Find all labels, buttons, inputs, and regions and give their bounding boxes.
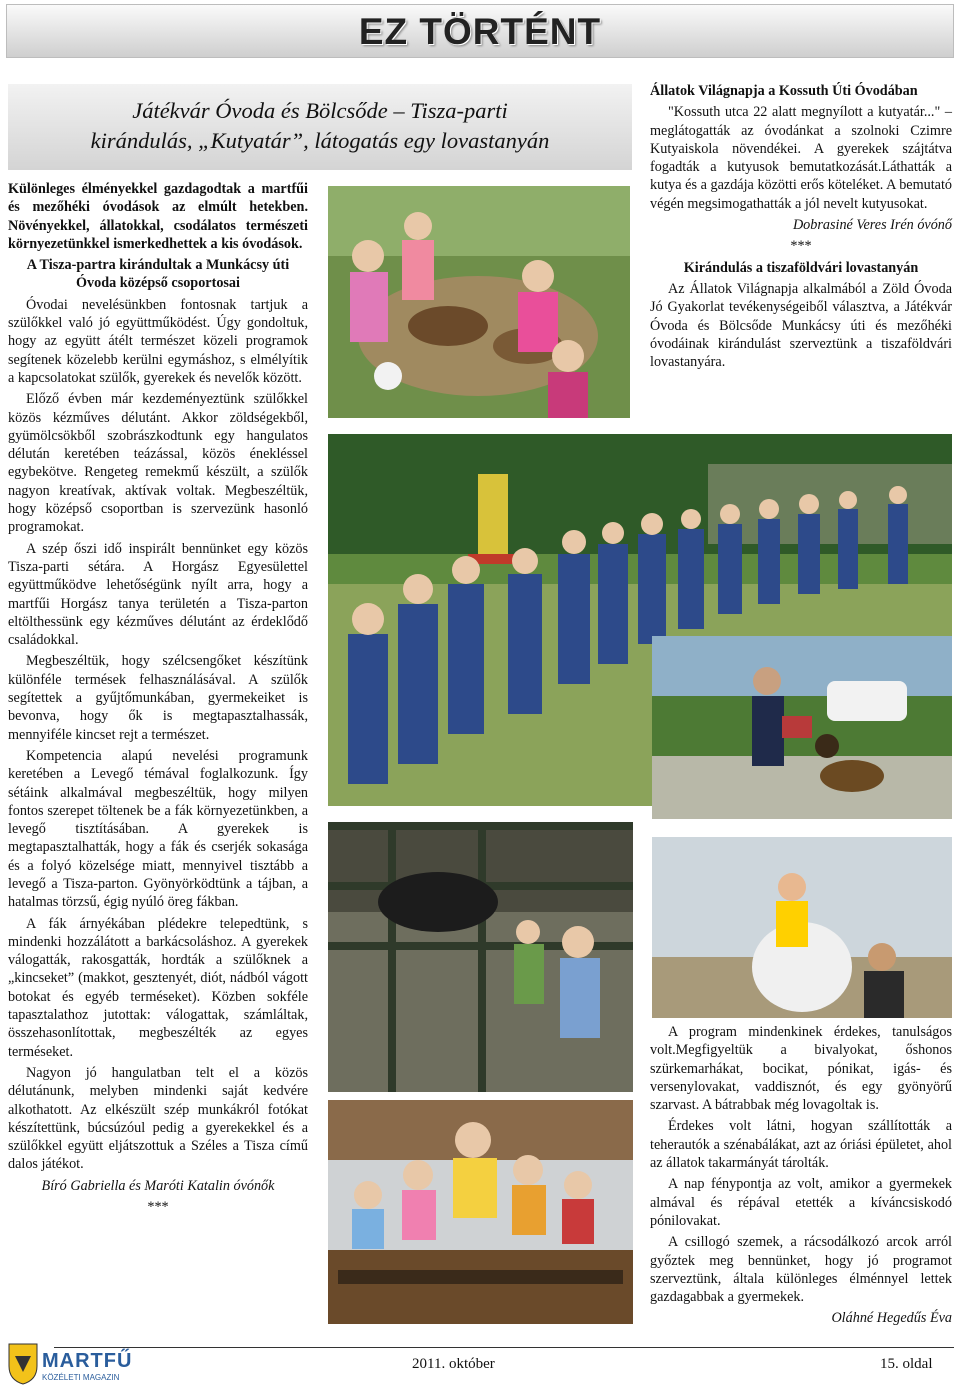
photo-dog-illustration (652, 636, 952, 819)
photo-horse-ride (652, 837, 952, 1018)
issue-date: 2011. október (412, 1356, 495, 1372)
right-signature-1: Dobrasiné Veres Irén óvónő (792, 217, 952, 234)
article-headline (8, 96, 632, 156)
right-title-2: Kirándulás a tiszaföldvári lovastanyán (683, 259, 919, 276)
right-bottom-column (650, 1023, 952, 1331)
left-paragraph-7: Nagyon jó hangulatban telt el a közös délutánunk, melyben mindenki saját kedvére alkothatott. Az elkészült szép munkákról fotókat készítettünk, búcsúzóul pedig a gyerekekkel és a szülőkkel együtt eljátszottuk a Széles a Tisza című dalos játékot. (8, 1064, 308, 1173)
section-title: EZ TÖRTÉNT (358, 11, 602, 52)
right-separator: *** (790, 238, 812, 255)
headline-box (8, 84, 632, 170)
photo-cart-illustration (328, 1100, 633, 1324)
left-paragraph-1: Óvodai nevelésünkben fontosnak tartjuk a szülőkkel való jó együttműködést. Úgy gondoltuk, hogy az együtt átélt természet közeli programok segítenek közelebb kerülni egymáshoz, s elmélyítik a kapcsolatokat szülők, gyerekek és nevelők között. (8, 296, 308, 386)
right-title-1: Állatok Világnapja a Kossuth Úti Óvodában (650, 83, 918, 99)
right-signature-2: Oláhné Hegedűs Éva (831, 1310, 952, 1327)
right-paragraph-6: A csillogó szemek, a rácsodálkozó arcok arról győztek meg bennünket, hogy jó programot szerveztünk, általa különleges élménnyel lettek gazdagabbak a gyermekek. (650, 1234, 952, 1306)
right-paragraph-3: A program mindenkinek érdekes, tanulságos volt.Megfigyeltük a bivalyokat, őshonos szürkemarhákat, bocikat, pónikat, igás- és versenylovakat, vaddisznót, és egy gyönyörű szarvast. A bátrabbak még lovagoltak is. (650, 1024, 952, 1114)
left-separator: *** (147, 1199, 169, 1216)
photo-dog-training (652, 636, 952, 819)
left-paragraph-4: Megbeszéltük, hogy szélcsengőket készítünk különféle termések felhasználásával. A szülők segítettek a gyűjtőmunkában, gyermekeiket is bevonva, hogy ők is megtapasztalhassák, mennyiféle kincset rejt a természet. (8, 653, 308, 743)
right-paragraph-2: Az Állatok Világnapja alkalmából a Zöld Óvoda Jó Gyakorlat tevékenységeiből választva, a Játékvár Óvoda és Bölcsőde Munkácsy úti és mezőhéki óvodáinak kirándulást szerveztünk a tiszaföldvári lovastanyára. (650, 280, 952, 371)
photo-cart-ride (328, 1100, 633, 1324)
left-column (8, 180, 308, 1219)
right-paragraph-1: "Kossuth utca 22 alatt megnyílott a kutyatár..." – meglátogatták az óvodánkat a szolnoki Czimre Kutyaiskola növendékei. A gyerekek szájtátva fogadták a kutyusok bemutatkozását.Láthatták a kutya és a gazdája közötti erős köteléket. A bemutató végén megsimogathatták a jól nevelt kutyusokat. (650, 104, 952, 212)
photo-cattle-fence (328, 822, 633, 1092)
right-paragraph-4: Érdekes volt látni, hogyan szállították a teherautók a szénabálákat, azt az óriási épületet, ahol az állatok takarmányát tárolták. (650, 1118, 952, 1172)
right-top-column (650, 82, 952, 374)
intro-paragraph: Különleges élményekkel gazdagodtak a martfűi és mezőhéki óvodások az elmúlt hetekben. Növényekkel, állatokkal, csodálatos természeti környezetünkkel ismerkedhettek a kis óvodások. (8, 181, 308, 252)
photo-children-crafting (328, 186, 630, 418)
headline-line1: Játékvár Óvoda és Bölcsőde – Tisza-parti (132, 98, 508, 123)
left-subhead: A Tisza-partra kirándultak a Munkácsy úti Óvoda középső csoportosai (26, 257, 290, 292)
photo-crafting-illustration (328, 186, 630, 418)
left-paragraph-3: A szép őszi idő inspirált bennünket egy közös Tisza-parti sétára. A Horgász Egyesülettel együttműködve lehetőségünk nyílt arra, hogy a martfűi Horgász tanya területén a Tisza-parton eltölthessünk egy kézműves délutánt az érdeklődő családokkal. (8, 540, 308, 649)
right-paragraph-5: A nap fénypontja az volt, amikor a gyermekek almával és répával etették a kíváncsiskodó pónilovakat. (650, 1176, 952, 1229)
headline-line2: kirándulás, „Kutyatár”, látogatás egy lovastanyán (90, 128, 550, 153)
photo-horse-illustration (652, 837, 952, 1018)
page-number: 15. oldal (880, 1356, 933, 1372)
magazine-logo-subtitle: KÖZÉLETI MAGAZIN (42, 1373, 120, 1382)
section-banner (6, 4, 954, 58)
left-paragraph-5: Kompetencia alapú nevelési programunk keretében a Levegő témával foglalkozunk. Így sétáink alkalmával megbeszéltük, hogy milyen fontos szerepet töltenek be a fák környezetünkben, a levegő tisztításában. A gyerekek is megtapasztalhatták, hogy a fák és cserjék sokasága és a folyó közelsége miatt, mennyivel tisztább a levegő a Tisza-parton. Gyönyörködtünk a tájban, a hatalmas törzsű, égig nyúló öreg fákban. (8, 747, 308, 911)
magazine-logo-text: MARTFŰ (42, 1350, 133, 1372)
left-paragraph-6: A fák árnyékában plédekre telepedtünk, s mindenki hozzálátott a barkácsoláshoz. A gyerekek válogatták, rakosgatták, hordták a szülőknek a „kincseket” (makkot, gesztenyét, diót, nádból vágott botokat és egyéb terméseket). Közben sokféle tapasztalathoz jutottak: válogattak, számláltak, összehasonlítottak, megbeszélték az egyes terméseket. (8, 915, 308, 1060)
left-paragraph-2: Előző évben már kezdeményeztünk szülőkkel közös kézműves délutánt. Akkor zöldségekből, gyümölcsökből szobrászkodtunk egy hangulatos délután keretében teázással, közös énekléssel egybekötve. Rengeteg remekmű készült, a szülők nagyon kreatívak, aktívak voltak. Megbeszéltük, hogy középső csoportban is szervezünk hasonló programokat. (8, 391, 308, 536)
footer-rule (54, 1347, 954, 1348)
photo-fence-illustration (328, 822, 633, 1092)
left-signature: Bíró Gabriella és Maróti Katalin óvónők (41, 1177, 275, 1194)
